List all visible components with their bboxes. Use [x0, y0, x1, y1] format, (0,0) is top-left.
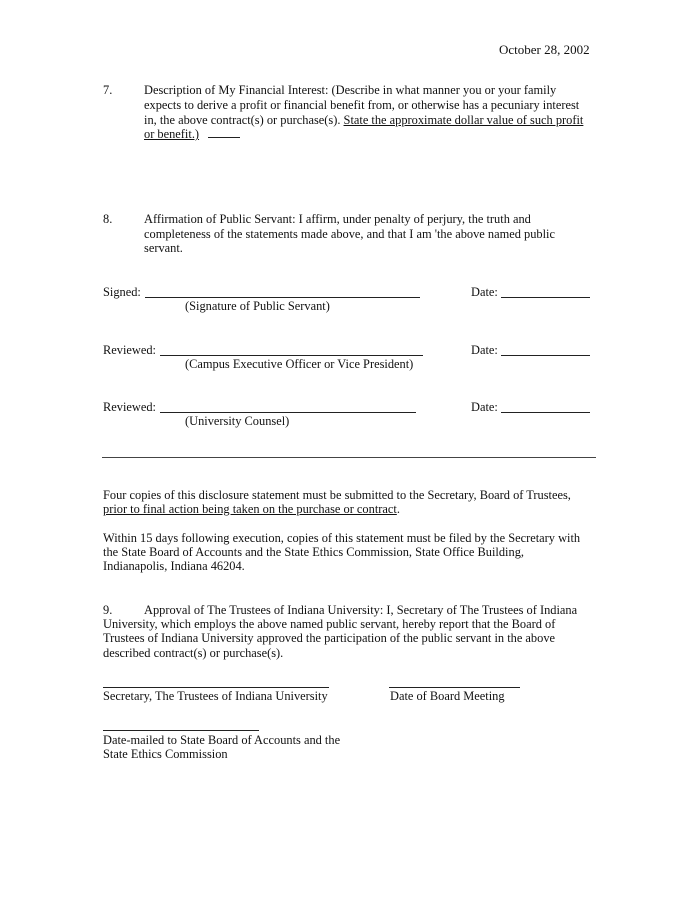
item-7-line-3-text: in, the above contract(s) or purchase(s). [144, 113, 344, 127]
item-9-line-1: Approval of The Trustees of Indiana University: I, Secretary of The Trustees of Indiana [144, 603, 578, 617]
reviewed-date-label-2: Date: [471, 400, 498, 414]
notice-para-1-line-1: Four copies of this disclosure statement must be submitted to the Secretary, Board of Trustees, [103, 488, 571, 502]
item-7-line-4 [144, 127, 240, 142]
item-7-line-2: expects to derive a profit or financial benefit from, or otherwise has a pecuniary interest [144, 98, 580, 112]
signature-line[interactable] [145, 286, 420, 298]
board-meeting-date-line[interactable] [389, 676, 520, 688]
date-mailed-line[interactable] [103, 719, 259, 731]
reviewed-caption-2: (University Counsel) [185, 414, 290, 428]
item-9-line-4: described contract(s) or purchase(s). [103, 646, 284, 660]
notice-final-action-text: prior to final action being taken on the purchase or contract [103, 502, 397, 516]
item-7-line-1: Description of My Financial Interest: (Describe in what manner you or your family [144, 83, 557, 97]
item-8-line-3: servant. [144, 241, 183, 255]
reviewed-date-line-1[interactable] [501, 344, 590, 356]
reviewed-date-label-1: Date: [471, 343, 498, 357]
item-7-line-3 [144, 113, 583, 128]
notice-para-2-line-1: Within 15 days following execution, copies of this statement must be filed by the Secretary with [103, 531, 581, 545]
reviewed-caption-1: (Campus Executive Officer or Vice President) [185, 357, 414, 371]
section-divider [102, 457, 596, 458]
notice-para-2-line-2: the State Board of Accounts and the State Ethics Commission, State Office Building, [103, 545, 524, 559]
secretary-signature-line[interactable] [103, 676, 329, 688]
board-meeting-caption: Date of Board Meeting [390, 689, 505, 703]
signed-label: Signed: [103, 285, 141, 299]
notice-para-2-line-3: Indianapolis, Indiana 46204. [103, 559, 245, 573]
dollar-value-field[interactable] [208, 127, 240, 138]
item-9-number: 9. [103, 603, 113, 617]
reviewed-label-1: Reviewed: [103, 343, 156, 357]
notice-para-1-period: . [396, 502, 400, 516]
document-date: October 28, 2002 [499, 42, 590, 57]
reviewed-date-line-2[interactable] [501, 401, 590, 413]
item-7-dollar-instruction-end: or benefit.) [144, 127, 200, 141]
signed-date-label: Date: [471, 285, 498, 299]
item-8-line-1: Affirmation of Public Servant: I affirm, under penalty of perjury, the truth and [144, 212, 531, 226]
secretary-caption: Secretary, The Trustees of Indiana University [103, 689, 328, 703]
reviewed-line-2[interactable] [160, 401, 416, 413]
item-7-number: 7. [103, 83, 113, 97]
reviewed-line-1[interactable] [160, 344, 423, 356]
date-mailed-caption-line-1: Date-mailed to State Board of Accounts and the [103, 733, 341, 747]
date-mailed-caption-line-2: State Ethics Commission [103, 747, 228, 761]
item-7-dollar-instruction: State the approximate dollar value of such profit [343, 113, 584, 127]
item-9-line-2: University, which employs the above named public servant, hereby report that the Board of [103, 617, 556, 631]
signature-caption: (Signature of Public Servant) [185, 299, 330, 313]
item-9-line-3: Trustees of Indiana University approved the participation of the public servant in the above [103, 631, 556, 645]
notice-para-1-line-2 [103, 502, 400, 517]
signed-date-line[interactable] [501, 286, 590, 298]
item-8-line-2: completeness of the statements made above, and that I am 'the above named public [144, 227, 555, 241]
item-8-number: 8. [103, 212, 113, 226]
reviewed-label-2: Reviewed: [103, 400, 156, 414]
